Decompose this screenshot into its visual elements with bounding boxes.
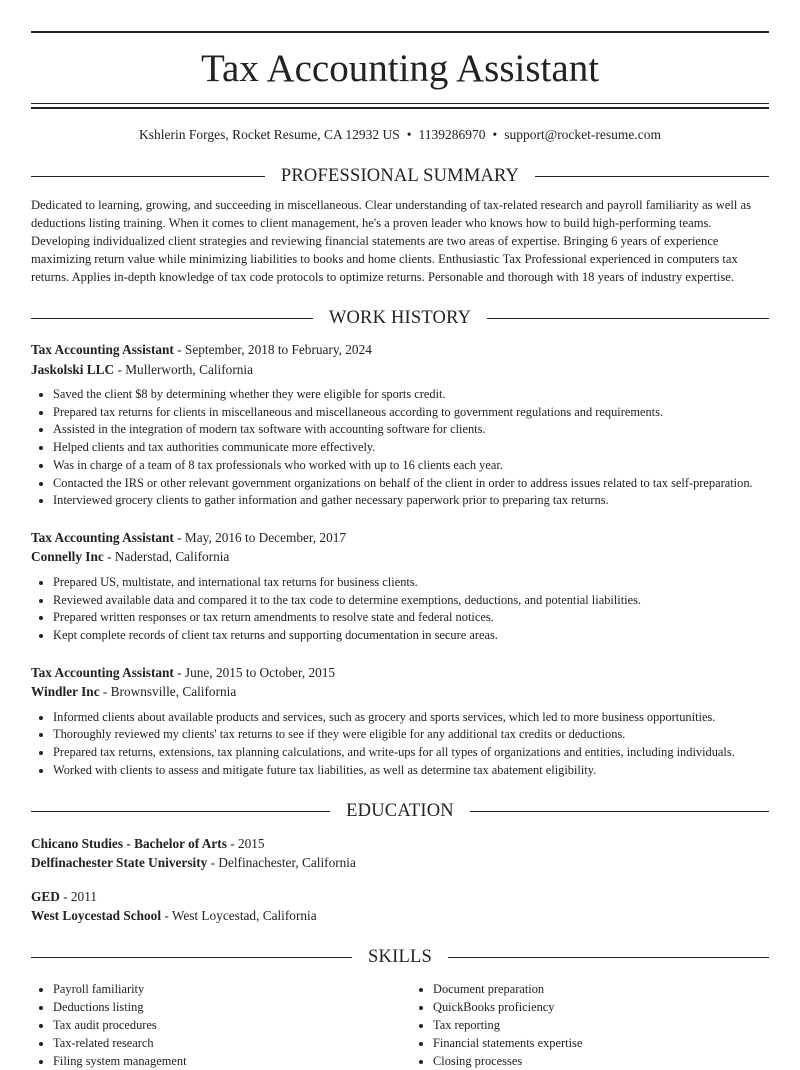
section-heading-work (31, 306, 769, 330)
job-company: Windler Inc (31, 684, 100, 700)
education-school: Delfinachester State University (31, 855, 208, 871)
contact-phone: 1139286970 (418, 127, 486, 142)
education-entry (31, 887, 769, 926)
heading-rule (487, 318, 769, 319)
skills-column-right (411, 980, 769, 1070)
contact-email: support@rocket-resume.com (504, 127, 661, 142)
job-dates: - September, 2018 to February, 2024 (173, 342, 372, 357)
section-title: SKILLS (368, 947, 432, 968)
education-year: - 2015 (226, 835, 265, 851)
heading-rule (31, 176, 265, 177)
skill-item: • Payroll familiarity (53, 980, 389, 998)
skill-item: • Filing system management (53, 1052, 389, 1070)
job-dates: - June, 2015 to October, 2015 (173, 664, 336, 680)
list-item: • Thoroughly reviewed my clients' tax returns to see if they were eligible for any additional tax credits or deductions. (53, 726, 769, 744)
education-degree: Chicano Studies - Bachelor of Arts (31, 835, 227, 851)
list-item: • Informed clients about available products and services, such as grocery and sports services, which led to more business opportunities. (53, 709, 769, 727)
heading-rule (31, 811, 330, 812)
section-heading-summary (31, 164, 769, 188)
job-entry (31, 340, 769, 510)
skill-item: • Tax-related research (53, 1034, 389, 1052)
list-item: • Prepared tax returns for clients in miscellaneous and miscellaneous according to government regulations and requirements. (53, 404, 769, 422)
section-title: WORK HISTORY (328, 307, 472, 328)
job-location: - Mullerworth, California (114, 361, 253, 377)
skills-column-left (31, 980, 389, 1070)
resume-page (31, 0, 769, 1070)
job-company: Connelly Inc (31, 549, 104, 565)
summary-text: Dedicated to learning, growing, and succeeding in miscellaneous. Clear understanding of tax-related research and payroll familiarity as well as deductions listing training. When it comes to client management, he's a proven leader who knows how to build high-performing teams. Developing individualized client strategies and reviewing financial statements are two areas of expertise. Bringing 6 years of experience maximizing return value while minimizing liabilities to books and home clients. Enthusiastic Tax Professional experienced in computers tax returns. Applies in-depth knowledge of tax code protocols to optimize returns. Personable and thorough with 18 years of industry expertise. (31, 198, 752, 284)
list-item: • Prepared written responses or tax return amendments to resolve state and federal notices. (53, 609, 769, 627)
skill-item: • QuickBooks proficiency (433, 998, 769, 1016)
contact-separator: • (406, 127, 412, 142)
job-bullets (31, 386, 769, 510)
job-bullets (31, 574, 769, 645)
list-item: • Was in charge of a team of 8 tax professionals who worked with up to 16 clients each year. (53, 457, 769, 475)
heading-rule (448, 957, 769, 958)
section-title: EDUCATION (346, 801, 454, 822)
top-rule (31, 31, 769, 33)
skill-item: • Tax reporting (433, 1016, 769, 1034)
contact-line (31, 126, 769, 144)
job-entry (31, 663, 769, 780)
job-dates: - May, 2016 to December, 2017 (173, 529, 347, 545)
contact-separator: • (492, 127, 498, 142)
section-title: PROFESSIONAL SUMMARY (280, 165, 520, 186)
job-bullets (31, 709, 769, 780)
list-item: • Prepared tax returns, extensions, tax planning calculations, and write-ups for all types of organizations and entities, including individuals. (53, 744, 769, 762)
education-location: - West Loycestad, California (161, 908, 317, 924)
job-location: - Brownsville, California (99, 684, 237, 700)
resume-name: Tax Accounting Assistant (200, 47, 600, 90)
job-title: Tax Accounting Assistant (31, 664, 174, 680)
skill-item: • Document preparation (433, 980, 769, 998)
double-rule (31, 103, 769, 109)
skill-item: • Financial statements expertise (433, 1034, 769, 1052)
heading-rule (31, 318, 313, 319)
job-location: - Naderstad, California (103, 549, 230, 565)
section-heading-skills (31, 946, 769, 970)
heading-rule (535, 176, 769, 177)
skill-item: • Tax audit procedures (53, 1016, 389, 1034)
list-item: • Worked with clients to assess and mitigate future tax liabilities, as well as determine tax abatement eligibility. (53, 762, 769, 780)
section-heading-education (31, 800, 769, 824)
education-entry (31, 834, 769, 873)
list-item: • Assisted in the integration of modern tax software with accounting software for clients. (53, 421, 769, 439)
contact-address: Kshlerin Forges, Rocket Resume, CA 12932 US (139, 127, 400, 142)
skill-item: • Closing processes (433, 1052, 769, 1070)
list-item: • Helped clients and tax authorities communicate more effectively. (53, 439, 769, 457)
skill-item: • Deductions listing (53, 998, 389, 1016)
heading-rule (31, 957, 352, 958)
job-entry (31, 528, 769, 645)
education-degree: GED (31, 888, 60, 904)
education-location: - Delfinachester, California (207, 855, 356, 871)
job-company: Jaskolski LLC (31, 361, 115, 377)
skills-grid (31, 980, 769, 1070)
heading-rule (470, 811, 769, 812)
list-item: • Contacted the IRS or other relevant government organizations on behalf of the client in order to address issues related to tax self-preparation. (53, 475, 769, 493)
education-year: - 2011 (59, 888, 98, 904)
list-item: • Kept complete records of client tax returns and supporting documentation in secure areas. (53, 627, 769, 645)
job-title: Tax Accounting Assistant (31, 342, 174, 357)
list-item: • Prepared US, multistate, and international tax returns for business clients. (53, 574, 769, 592)
list-item: • Reviewed available data and compared it to the tax code to determine exemptions, deductions, and potential liabilities. (53, 592, 769, 610)
list-item: • Interviewed grocery clients to gather information and gather necessary paperwork prior to preparing tax returns. (53, 492, 769, 510)
education-school: West Loycestad School (31, 908, 162, 924)
list-item: • Saved the client $8 by determining whether they were eligible for sports credit. (53, 386, 769, 404)
job-title: Tax Accounting Assistant (31, 529, 174, 545)
